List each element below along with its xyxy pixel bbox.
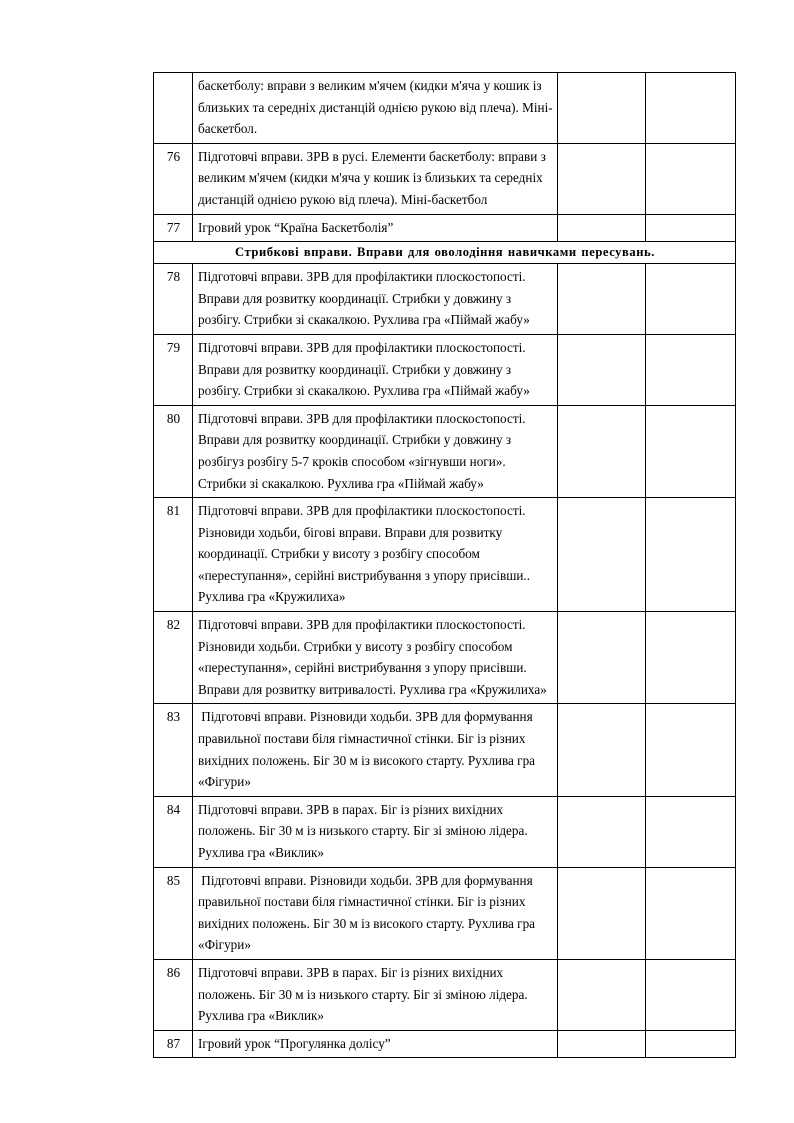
notes-cell: [646, 498, 736, 612]
table-row: [154, 405, 736, 497]
lesson-content-cell: Підготовчі вправи. ЗРВ для профілактики плоскостопості. Вправи для розвитку координації. Стрибки у довжину з розбігу. Стрибки зі скакалкою. Рухлива гра «Піймай жабу»: [193, 334, 558, 405]
date-cell: [558, 704, 646, 796]
notes-cell: [646, 143, 736, 214]
lesson-content-cell: Підготовчі вправи. Різновиди ходьби. ЗРВ для формування правильної постави біля гімнастичної стінки. Біг із різних вихідних положень. Біг 30 м із високого старту. Рухлива гра «Фігури»: [193, 867, 558, 959]
table-row: [154, 867, 736, 959]
lesson-content-cell: Підготовчі вправи. ЗРВ в русі. Елементи баскетболу: вправи з великим м'ячем (кидки м'яча у кошик із близьких та середніх дистанцій однією рукою від плеча). Міні-баскетбол: [193, 143, 558, 214]
date-cell: [558, 867, 646, 959]
date-cell: [558, 498, 646, 612]
lesson-content-cell: Підготовчі вправи. ЗРВ в парах. Біг із різних вихідних положень. Біг 30 м із низького старту. Біг зі зміною лідера. Рухлива гра «Виклик»: [193, 959, 558, 1030]
lesson-number-cell: 87: [154, 1030, 193, 1058]
lesson-content-cell: Підготовчі вправи. ЗРВ для профілактики плоскостопості. Різновиди ходьби. Стрибки у висоту з розбігу способом «переступання», серійні вистрибування з упору присівши. Вправи для розвитку витривалості. Рухлива гра «Кружилиха»: [193, 612, 558, 704]
table-row: [154, 334, 736, 405]
lesson-plan-table-wrapper: [153, 72, 735, 1058]
lesson-number-cell: 78: [154, 264, 193, 335]
lesson-number-cell: 77: [154, 214, 193, 242]
date-cell: [558, 405, 646, 497]
table-row: [154, 264, 736, 335]
notes-cell: [646, 73, 736, 144]
notes-cell: [646, 214, 736, 242]
date-cell: [558, 264, 646, 335]
date-cell: [558, 959, 646, 1030]
table-row: [154, 612, 736, 704]
notes-cell: [646, 796, 736, 867]
date-cell: [558, 612, 646, 704]
table-row: [154, 73, 736, 144]
table-row: [154, 214, 736, 242]
lesson-content-cell: Ігровий урок “Країна Баскетболія”: [193, 214, 558, 242]
table-row: [154, 796, 736, 867]
lesson-number-cell: 85: [154, 867, 193, 959]
lesson-number-cell: 76: [154, 143, 193, 214]
lesson-number-cell: 80: [154, 405, 193, 497]
table-row: [154, 959, 736, 1030]
date-cell: [558, 214, 646, 242]
notes-cell: [646, 1030, 736, 1058]
lesson-number-cell: [154, 73, 193, 144]
notes-cell: [646, 612, 736, 704]
table-row: [154, 143, 736, 214]
date-cell: [558, 796, 646, 867]
date-cell: [558, 1030, 646, 1058]
lesson-number-cell: 82: [154, 612, 193, 704]
lesson-plan-table: [153, 72, 736, 1058]
date-cell: [558, 73, 646, 144]
notes-cell: [646, 405, 736, 497]
lesson-content-cell: баскетболу: вправи з великим м'ячем (кидки м'яча у кошик із близьких та середніх дистанцій однією рукою від плеча). Міні-баскетбол.: [193, 73, 558, 144]
lesson-number-cell: 81: [154, 498, 193, 612]
notes-cell: [646, 264, 736, 335]
lesson-content-cell: Підготовчі вправи. ЗРВ в парах. Біг із різних вихідних положень. Біг 30 м із низького старту. Біг зі зміною лідера. Рухлива гра «Виклик»: [193, 796, 558, 867]
notes-cell: [646, 867, 736, 959]
lesson-content-cell: Підготовчі вправи. ЗРВ для профілактики плоскостопості. Різновиди ходьби, бігові вправи. Вправи для розвитку координації. Стрибки у висоту з розбігу способом «переступання», серійні вистрибування з упору присівши.. Рухлива гра «Кружилиха»: [193, 498, 558, 612]
lesson-number-cell: 86: [154, 959, 193, 1030]
table-row: [154, 704, 736, 796]
lesson-content-cell: Підготовчі вправи. ЗРВ для профілактики плоскостопості. Вправи для розвитку координації. Стрибки у довжину з розбігуз розбігу 5-7 кроків способом «зігнувши ноги». Стрибки зі скакалкою. Рухлива гра «Піймай жабу»: [193, 405, 558, 497]
lesson-content-cell: Ігровий урок “Прогулянка долісу”: [193, 1030, 558, 1058]
lesson-number-cell: 83: [154, 704, 193, 796]
notes-cell: [646, 959, 736, 1030]
lesson-number-cell: 79: [154, 334, 193, 405]
lesson-number-cell: 84: [154, 796, 193, 867]
notes-cell: [646, 704, 736, 796]
lesson-content-cell: Підготовчі вправи. Різновиди ходьби. ЗРВ для формування правильної постави біля гімнастичної стінки. Біг із різних вихідних положень. Біг 30 м із високого старту. Рухлива гра «Фігури»: [193, 704, 558, 796]
section-heading: Стрибкові вправи. Вправи для оволодіння навичками пересувань.: [154, 242, 736, 264]
table-body: [154, 73, 736, 1058]
table-section-row: [154, 242, 736, 264]
table-row: [154, 498, 736, 612]
date-cell: [558, 334, 646, 405]
lesson-content-cell: Підготовчі вправи. ЗРВ для профілактики плоскостопості. Вправи для розвитку координації. Стрибки у довжину з розбігу. Стрибки зі скакалкою. Рухлива гра «Піймай жабу»: [193, 264, 558, 335]
notes-cell: [646, 334, 736, 405]
date-cell: [558, 143, 646, 214]
table-row: [154, 1030, 736, 1058]
